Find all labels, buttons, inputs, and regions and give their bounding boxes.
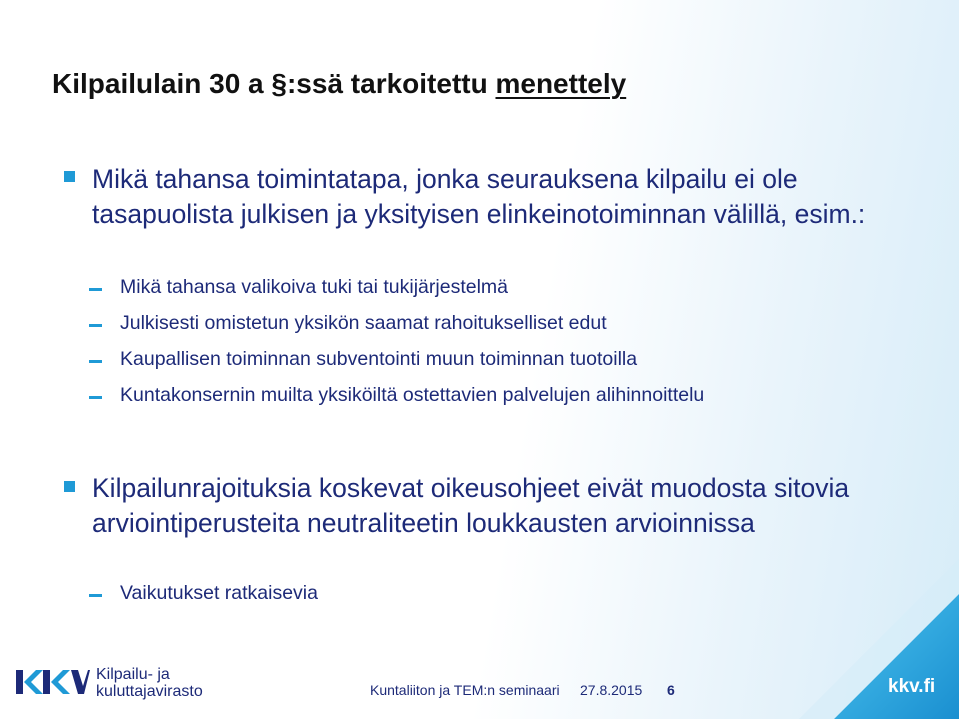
page-number: 6 [667, 682, 675, 698]
website-label: kkv.fi [888, 676, 936, 697]
dash-bullet-icon [89, 324, 102, 327]
kkv-logo-icon [16, 668, 90, 698]
sub-bullet: Julkisesti omistetun yksikön saamat rahoitukselliset edut [120, 312, 607, 334]
sub-bullet: Mikä tahansa valikoiva tuki tai tukijärjestelmä [120, 276, 509, 298]
title-main: Kilpailulain 30 a §:ssä tarkoitettu [52, 68, 496, 99]
dash-bullet-icon [89, 594, 102, 597]
sub-bullet: Kuntakonsernin muilta yksiköiltä ostettavien palvelujen alihinnoittelu [120, 384, 705, 406]
logo-name-line1: Kilpailu- ja [96, 666, 170, 683]
logo-name-line2: kuluttajavirasto [96, 683, 203, 700]
slide-title [52, 68, 626, 100]
dash-bullet-icon [89, 360, 102, 363]
bullet-1-text: Mikä tahansa toimintatapa, jonka seurauksena kilpailu ei ole tasapuolista julkisen ja yksityisen elinkeinotoiminnan välillä, esim.: [92, 164, 866, 229]
square-bullet-icon [64, 171, 75, 182]
footer-event: Kuntaliiton ja TEM:n seminaari [370, 682, 560, 698]
dash-bullet-icon [89, 396, 102, 399]
bullet-2-text: Kilpailunrajoituksia koskevat oikeusohjeet eivät muodosta sitovia arviointiperusteita neutraliteetin loukkausten arvioinnissa [92, 473, 850, 538]
sub-bullet: Kaupallisen toiminnan subventointi muun toiminnan tuotoilla [120, 348, 638, 370]
title-underlined: menettely [495, 68, 627, 99]
dash-bullet-icon [89, 288, 102, 291]
footer-date: 27.8.2015 [580, 682, 643, 698]
square-bullet-icon [64, 481, 75, 492]
sub-bullet: Vaikutukset ratkaisevia [120, 582, 318, 604]
